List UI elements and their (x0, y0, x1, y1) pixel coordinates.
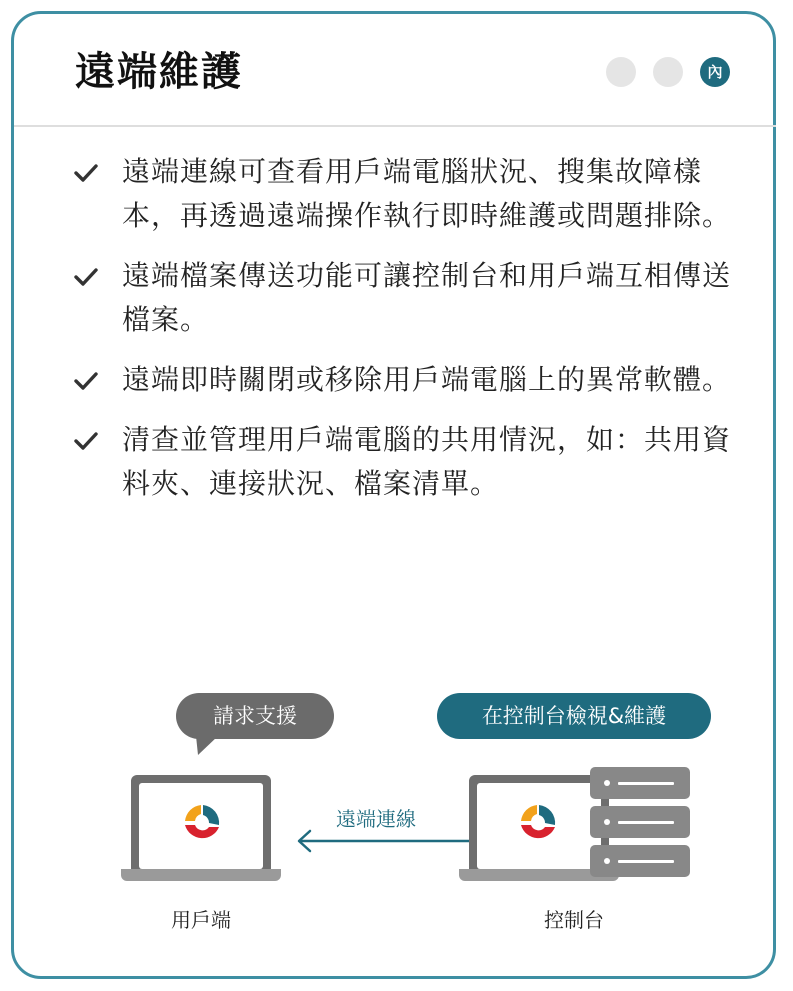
feature-text: 遠端連線可查看用戶端電腦狀況、搜集故障樣本，再透過遠端操作執行即時維護或問題排除。 (122, 155, 732, 232)
feature-item (74, 150, 734, 238)
feature-item (74, 358, 734, 402)
app-logo-icon (515, 801, 559, 845)
bubble-tail-icon (196, 736, 220, 756)
page-title: 遠端維護 (75, 49, 243, 95)
console-view-bubble: 在控制台檢視&維護 (437, 693, 711, 739)
feature-text: 遠端檔案傳送功能可讓控制台和用戶端互相傳送檔案。 (122, 259, 732, 336)
feature-text: 遠端即時關閉或移除用戶端電腦上的異常軟體。 (122, 363, 732, 396)
arrow-left-icon (296, 828, 474, 854)
feature-item (74, 418, 734, 506)
connection-label: 遠端連線 (336, 807, 416, 831)
console-caption: 控制台 (544, 908, 604, 932)
check-icon (74, 268, 98, 286)
client-caption: 用戶端 (171, 908, 231, 932)
header-divider (14, 125, 776, 127)
check-icon (74, 164, 98, 182)
feature-list (74, 150, 734, 522)
check-icon (74, 432, 98, 450)
header-dot-2 (653, 57, 683, 87)
feature-text: 清查並管理用戶端電腦的共用情況，如：共用資料夾、連接狀況、檔案清單。 (122, 423, 732, 500)
header-dot-1 (606, 57, 636, 87)
header-badge: 內 (700, 57, 730, 87)
feature-item (74, 254, 734, 342)
app-logo-icon (179, 801, 223, 845)
check-icon (74, 372, 98, 390)
request-support-bubble: 請求支援 (176, 693, 334, 739)
client-laptop (121, 775, 281, 885)
